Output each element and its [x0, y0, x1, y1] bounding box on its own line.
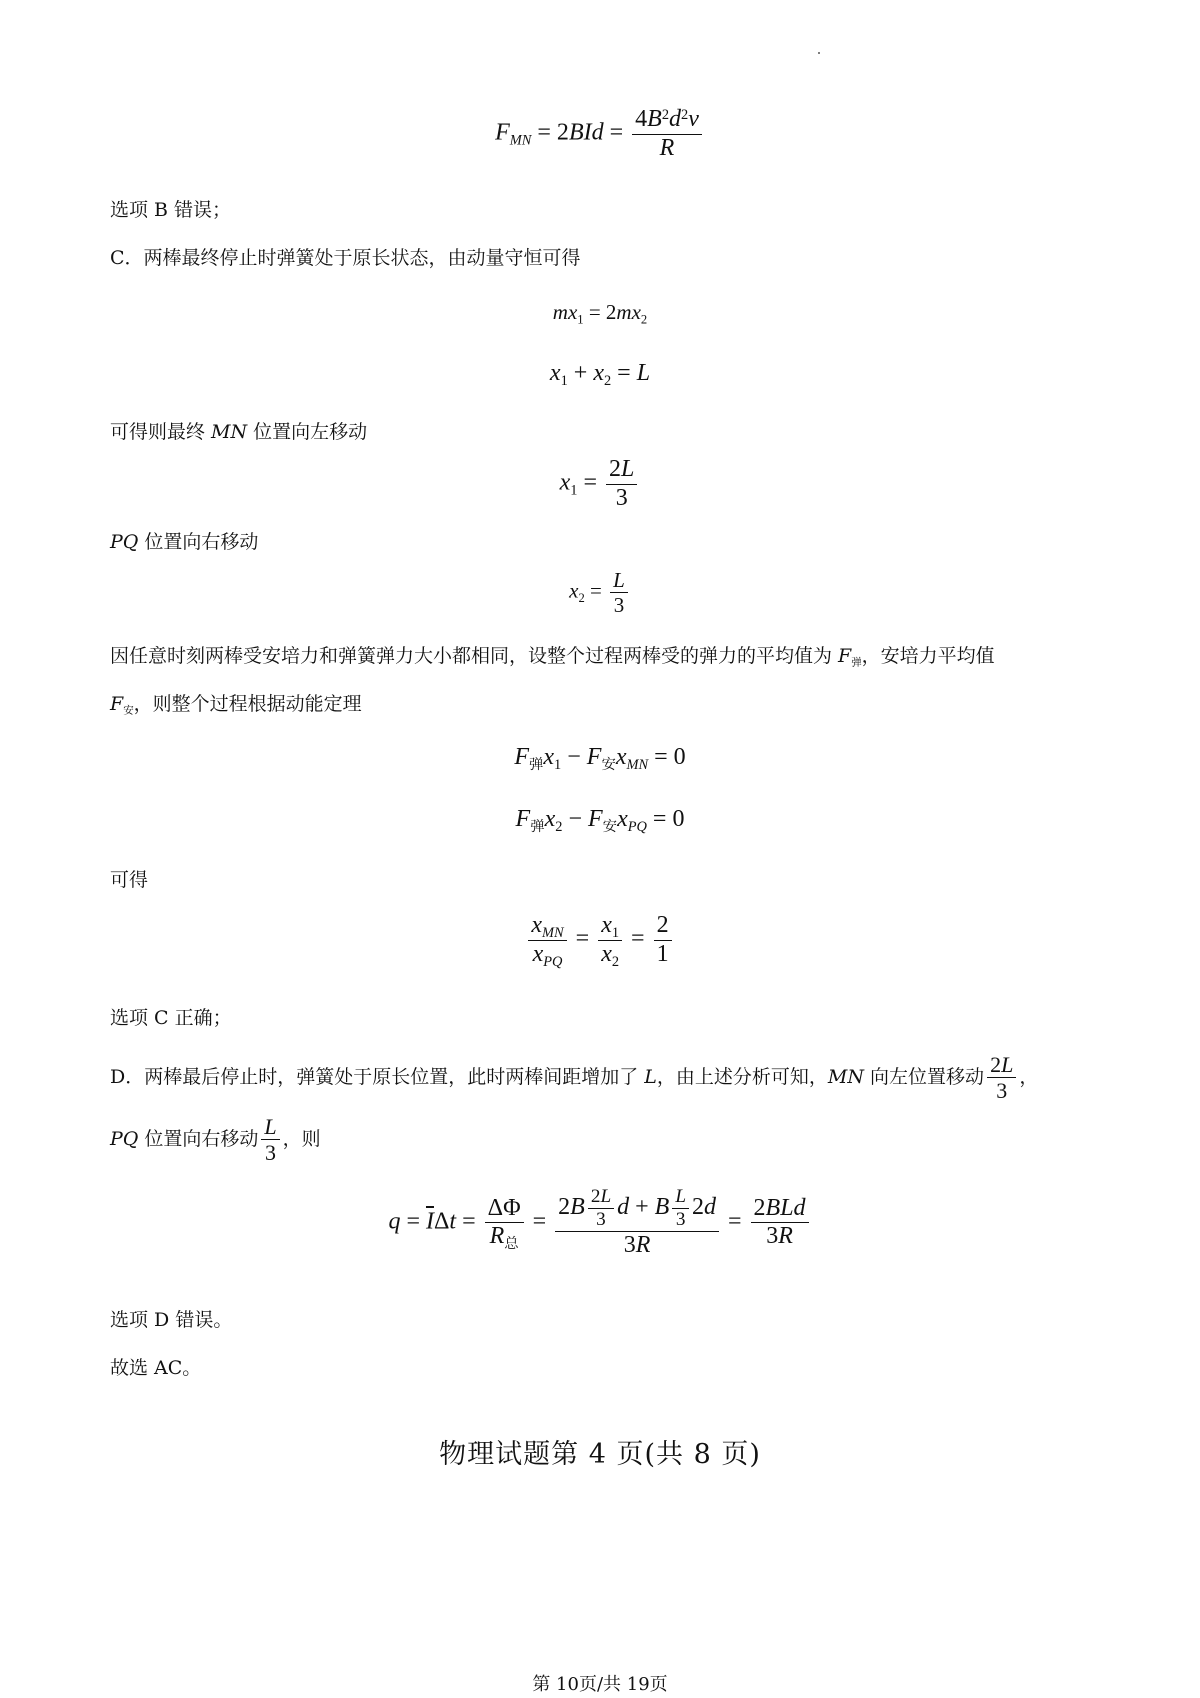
equation-momentum: $mx_1 = 2mx_2$ — [552, 300, 648, 327]
option-b-wrong: 选项 B 错误； — [110, 199, 232, 221]
get-text: 可得 — [110, 869, 149, 891]
pq-label: PQ — [110, 531, 139, 553]
mn-left-pre: 可得则最终 — [110, 421, 212, 443]
force-average-text — [110, 642, 995, 670]
mn-left-move-text — [110, 418, 367, 446]
equation-ratio: $\frac{x_{MN}}{x_{PQ}}$ = $\frac{x_1}{x_2}$ = $\frac{2}{1}$ — [0, 912, 1200, 968]
d-intro-fraction: $\frac{2L}{3}$ — [987, 1052, 1016, 1104]
equation-sum-displacement: $x_1 + x_2 = L$ — [549, 360, 651, 390]
force-ampere-symbol: F — [110, 693, 124, 715]
d-intro-tail: ， — [1019, 1065, 1039, 1088]
option-c-intro: C．两棒最终停止时弹簧处于原长状态，由动量守恒可得 — [110, 247, 581, 269]
option-c-correct: 选项 C 正确； — [110, 1007, 232, 1029]
ampere-force-text — [110, 690, 362, 718]
equation-x1: $x_1$ = $\frac{2L}{3}$ — [0, 456, 1200, 512]
mn-left-post: 位置向左移动 — [247, 421, 368, 443]
d-pq-fraction: $\frac{L}{3}$ — [261, 1114, 279, 1166]
d-intro-mn: MN — [827, 1065, 865, 1088]
force-ampere-sub: 安 — [123, 704, 134, 717]
pq-right-move-d — [110, 1114, 321, 1166]
equation-x2: $x_2$ = $\frac{L}{3}$ — [0, 568, 1200, 617]
pq-right-move-text — [110, 528, 258, 556]
d-intro-l: L — [644, 1065, 657, 1088]
mn-label: MN — [211, 421, 248, 443]
d-intro-mid: ，由上述分析可知， — [656, 1065, 828, 1088]
force-average-pre: 因任意时刻两棒受安培力和弹簧弹力大小都相同，设整个过程两棒受的弹力的平均值为 — [110, 645, 839, 667]
equation-charge: $q = \overline{I}\Delta t$ = $\frac{\Delta\Phi}{R_总}$ = 2B $\frac{2L}{3}$ d + B $\frac{L}{3}$ 2d 3R = $\frac{\text{2BLd}}{3R}$ — [0, 1186, 1200, 1260]
equation-force-mn: $F_{MN} = 2BId$ = $\frac{4B^2d^2v}{R}$ — [0, 106, 1200, 162]
option-d-wrong: 选项 D 错误。 — [110, 1309, 233, 1331]
exam-page-title: 物理试题第 4 页(共 8 页) — [439, 1439, 761, 1470]
force-average-post: ，安培力平均值 — [861, 645, 995, 667]
final-answer: 故选 AC。 — [110, 1357, 202, 1379]
force-spring-sub: 弹 — [851, 656, 862, 669]
equation-energy-mn: $F_弹x_1 - F_安x_{MN} = 0$ — [514, 744, 686, 774]
page-number: 第 10页/共 19页 — [532, 1674, 668, 1695]
equation-energy-pq: $F_弹x_2 - F_安x_{PQ} = 0$ — [515, 806, 685, 836]
d-pq-post: 位置向右移动 — [138, 1127, 259, 1150]
pq-right-post: 位置向右移动 — [138, 531, 259, 553]
scan-dot — [818, 52, 820, 54]
d-intro-post: 向左位置移动 — [864, 1065, 985, 1088]
option-d-intro — [110, 1052, 1038, 1104]
d-pq-label: PQ — [110, 1127, 139, 1150]
d-pq-tail: ，则 — [282, 1127, 321, 1150]
force-spring-symbol: F — [838, 645, 852, 667]
d-intro-pre: D．两棒最后停止时，弹簧处于原长位置，此时两棒间距增加了 — [110, 1065, 645, 1088]
ampere-force-post: ，则整个过程根据动能定理 — [133, 693, 362, 715]
